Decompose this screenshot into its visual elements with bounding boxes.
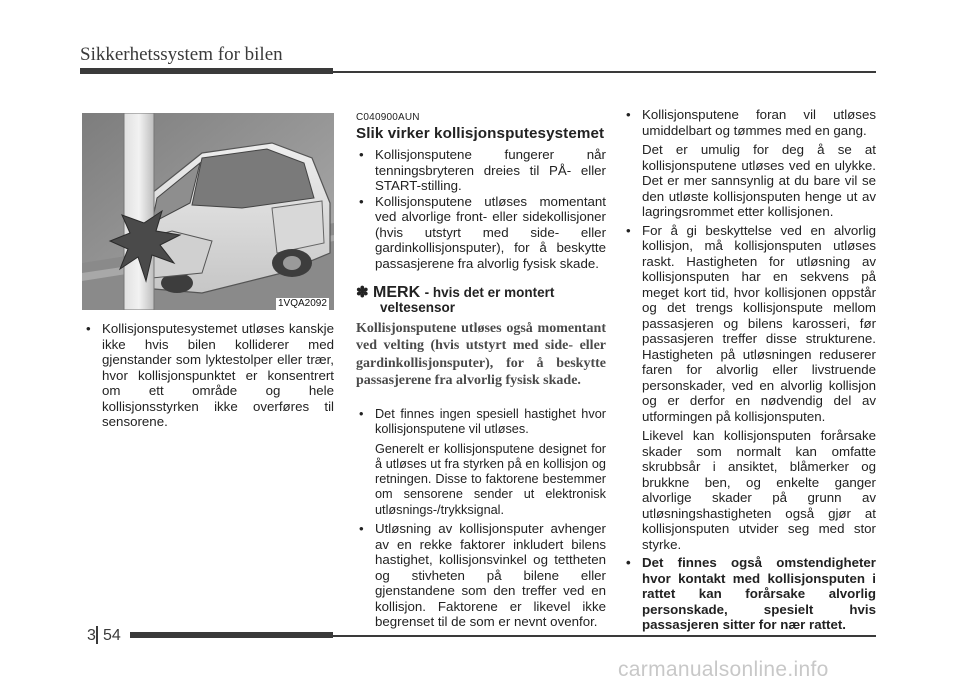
section-code: C040900AUN — [356, 112, 420, 123]
list-item — [357, 521, 606, 630]
watermark: carmanualsonline.info — [618, 658, 829, 681]
chapter-number: 3 — [87, 627, 96, 644]
bullet-mark: • — [359, 407, 364, 421]
section-title: Slik virker kollisjonsputesystemet — [356, 125, 605, 142]
paragraph: Likevel kan kollisjonsputen forårsake skader som normalt kan omfatte skrubbsår i ansiktet, blåmerker og brukkne ben, og enkelte ganger alvorlige skader på grunn av utløsningshastigheten også gjør at kollisjonsputen utvider seg med stor styrke. — [642, 428, 876, 552]
paragraph: Generelt er kollisjonsputene designet for å utløses ut fra styrken på en kollisjon og retningen. Disse to faktorene bestemmer om sensorene sender ut elektronisk utløsnings-/trykksignal. — [375, 441, 606, 517]
list-item — [624, 107, 876, 138]
note-subtitle: - hvis det er montert — [424, 285, 555, 300]
note-subtitle-line2: veltesensor — [380, 300, 456, 315]
list-item — [357, 407, 606, 438]
note-lead-text: Kollisjonsputene utløses også momentant ved velting (hvis utstyrt med side- eller gardinkollisjonsputer), for å beskytte passasjerene fra alvorlig fysisk skade. — [356, 321, 606, 389]
col2-bullet-list — [357, 147, 606, 271]
list-item — [357, 194, 606, 272]
list-item — [357, 147, 606, 194]
bullet-text: Kollisjonsputene utløses momentant ved alvorlige front- eller sidekollisjoner (hvis utstyrt med side- eller gardinkollisjonsputer), for å beskytte passasjerene fra alvorlig fysisk skade. — [375, 193, 606, 271]
note-label: MERK — [373, 284, 421, 301]
col3-bullet-list — [624, 107, 876, 633]
footer-rule-thin — [333, 635, 876, 637]
col2-note-bullet-list — [357, 407, 606, 630]
header-rule — [80, 68, 333, 74]
bullet-mark: • — [626, 222, 631, 238]
header-rule-thin — [333, 71, 876, 73]
bullet-text: Kollisjonsputene fungerer når tenningsbryteren dreies til PÅ- eller START-stilling. — [375, 147, 606, 193]
bullet-mark: • — [86, 321, 91, 336]
bullet-text: Kollisjonsputene foran vil utløses umiddelbart og tømmes med en gang. — [642, 107, 876, 138]
page-header-title: Sikkerhetssystem for bilen — [80, 44, 283, 65]
list-item-warning — [624, 555, 876, 633]
bullet-text: Utløsning av kollisjonsputer avhenger av en rekke faktorer inkludert bilens hastighet, kollisjonsvinkel og tettheten og stivheten på bilene eller gjenstandene som den treffer ved en kollisjon. Faktorene er likevel ikke begrenset til de som er nevnt ovenfor. — [375, 521, 606, 630]
page-number: 54 — [103, 627, 121, 644]
note-star-icon: ✽ — [356, 284, 369, 301]
list-item — [624, 223, 876, 425]
bullet-text: Det finnes ingen spesiell hastighet hvor kollisjonsputene vil utløses. — [375, 407, 606, 437]
bullet-text: Det finnes også omstendigheter hvor kontakt med kollisjonsputen i rattet kan forårsake alvorlig personskade, spesielt hvis passasjeren sitter for nær rattet. — [642, 555, 876, 632]
bullet-mark: • — [626, 107, 631, 122]
col1-bullet-list — [84, 321, 334, 430]
bullet-mark: • — [359, 193, 364, 209]
bullet-mark: • — [626, 555, 631, 570]
paragraph: Det er umulig for deg å se at kollisjonsputene utløses ved en ulykke. Det er mer sannsynlig at du bare vil se den utløste kollisjonsputen henge ut av lagringsrommet etter kollisjonen. — [642, 142, 876, 219]
bullet-mark: • — [359, 147, 364, 162]
bullet-text: For å gi beskyttelse ved en alvorlig kollisjon, må kollisjonsputen utløses raskt. Hastigheten for utløsning av kollisjonsputen har en sekvens på meget kort tid, hvor kollisjonen oppstår og det trengs kollisjonspute mellom passasjeren og bilens karosseri, før passasjeren treffer disse strukturene. Hastigheten på utløsningen reduserer faren for alvorlig eller livstruende personskader, ved en alvorlig kollisjon og er derfor en nødvendig del av utformingen på kollisjonsputen. — [642, 222, 876, 424]
bullet-text: Kollisjonsputesystemet utløses kanskje ikke hvis bilen kolliderer med gjenstander som lyktestolper eller trær, hvor kollisjonspunktet er konsentrert om ett område og hele kollisjonsstyrken ikke overføres til sensorene. — [102, 321, 334, 429]
list-item — [84, 321, 334, 430]
crash-illustration — [82, 113, 334, 310]
bullet-mark: • — [359, 521, 364, 537]
figure-code: 1VQA2092 — [278, 298, 327, 309]
page-number-divider — [96, 626, 98, 644]
car-pole-crash-image — [82, 113, 334, 310]
